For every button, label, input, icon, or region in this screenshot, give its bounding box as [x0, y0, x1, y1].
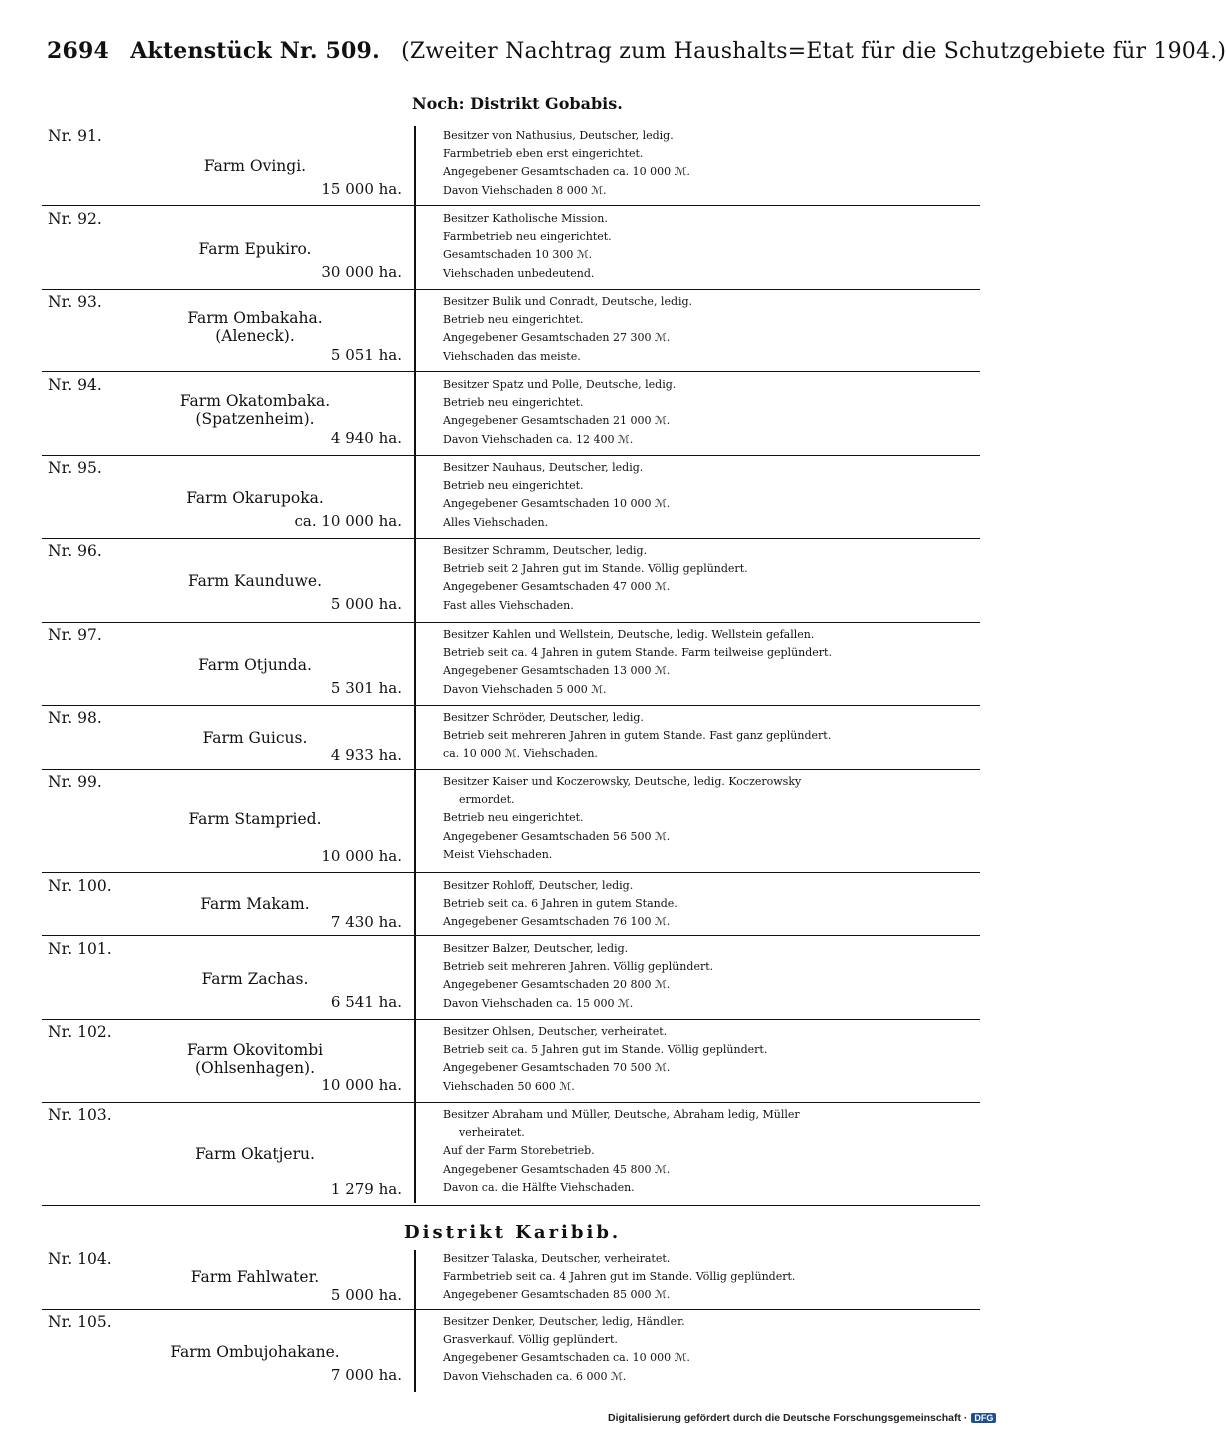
entry-number: Nr. 96.: [48, 542, 102, 560]
description-line: Gesamtschaden 10 300 ℳ.: [443, 248, 593, 262]
farm-area: 10 000 ha.: [321, 1076, 402, 1094]
farm-name: [110, 1343, 400, 1361]
farm-name: [110, 895, 400, 913]
page-header: [47, 38, 1226, 64]
description-line: Betrieb seit ca. 5 Jahren gut im Stande. Völlig geplündert.: [443, 1043, 768, 1057]
farm-area: 5 000 ha.: [330, 1286, 402, 1304]
entry-number: Nr. 91.: [48, 127, 102, 145]
document-number: Aktenstück Nr. 509.: [130, 38, 380, 64]
description-line: Besitzer Schramm, Deutscher, ledig.: [443, 544, 648, 557]
page-number: 2694: [47, 38, 110, 64]
description-line: Besitzer Ohlsen, Deutscher, verheiratet.: [443, 1025, 668, 1038]
farm-description: [443, 542, 988, 615]
description-line: Betrieb seit mehreren Jahren in gutem Stande. Fast ganz geplündert.: [443, 729, 832, 743]
description-line: Betrieb seit ca. 4 Jahren in gutem Stande. Farm teilweise geplündert.: [443, 646, 832, 660]
farm-area: ca. 10 000 ha.: [294, 512, 402, 530]
farm-name: [110, 1268, 400, 1286]
description-line: Auf der Farm Storebetrieb.: [443, 1144, 595, 1158]
description-line: Farmbetrieb eben erst eingerichtet.: [443, 147, 644, 161]
dfg-logo: DFG: [971, 1413, 996, 1423]
description-line: Angegebener Gesamtschaden 47 000 ℳ.: [443, 580, 671, 594]
entry-separator: [42, 1102, 980, 1103]
farm-name: [110, 392, 400, 428]
farm-name: [110, 656, 400, 674]
description-line: Angegebener Gesamtschaden 56 500 ℳ.: [443, 829, 671, 843]
description-line: Besitzer von Nathusius, Deutscher, ledig.: [443, 129, 674, 142]
entry-separator: [42, 622, 980, 623]
entry-separator: [42, 205, 980, 206]
description-line: Angegebener Gesamtschaden 10 000 ℳ.: [443, 497, 671, 511]
farm-name-line: Farm Okatombaka.: [179, 392, 331, 410]
entry-separator: [42, 1205, 980, 1206]
entry-number: Nr. 101.: [48, 940, 112, 958]
farm-name-line: Farm Makam.: [200, 895, 310, 913]
farm-area: 4 940 ha.: [330, 429, 402, 447]
farm-description: [443, 626, 988, 699]
farm-name: [110, 157, 400, 175]
description-line: Angegebener Gesamtschaden 85 000 ℳ.: [443, 1288, 671, 1302]
farm-area: 5 051 ha.: [330, 346, 402, 364]
column-divider: [414, 126, 416, 1203]
farm-description: [443, 459, 988, 532]
description-line: Viehschaden unbedeutend.: [443, 266, 595, 280]
description-line: Betrieb seit mehreren Jahren. Völlig geplündert.: [443, 960, 714, 974]
description-line: Besitzer Kaiser und Koczerowsky, Deutsche, ledig. Koczerowsky: [443, 775, 802, 788]
description-line: Betrieb neu eingerichtet.: [443, 811, 584, 825]
farm-name-line: Farm Okatjeru.: [195, 1145, 315, 1163]
farm-name-line: Farm Ovingi.: [203, 157, 307, 175]
entry-separator: [42, 935, 980, 936]
entry-number: Nr. 92.: [48, 210, 102, 228]
digitization-credit: [608, 1412, 996, 1424]
description-line: Angegebener Gesamtschaden 45 800 ℳ.: [443, 1162, 671, 1176]
document-title: (Zweiter Nachtrag zum Haushalts=Etat für die Schutzgebiete für 1904.): [401, 39, 1226, 64]
description-line: Angegebener Gesamtschaden 76 100 ℳ.: [443, 915, 671, 929]
farm-description: [443, 773, 988, 864]
description-line: Betrieb seit 2 Jahren gut im Stande. Völlig geplündert.: [443, 562, 748, 576]
description-line: Besitzer Spatz und Polle, Deutsche, ledig.: [443, 378, 677, 391]
farm-area: 5 301 ha.: [330, 679, 402, 697]
entry-separator: [42, 872, 980, 873]
farm-alt-name: (Ohlsenhagen).: [194, 1059, 316, 1077]
description-line: Betrieb seit ca. 6 Jahren in gutem Stande.: [443, 897, 678, 911]
farm-area: 4 933 ha.: [330, 746, 402, 764]
description-line: Viehschaden das meiste.: [443, 349, 581, 363]
farm-description: [443, 210, 988, 283]
farm-description: [443, 1106, 988, 1197]
farm-area: 6 541 ha.: [330, 993, 402, 1011]
description-line: Davon Viehschaden ca. 12 400 ℳ.: [443, 432, 634, 446]
entry-number: Nr. 100.: [48, 877, 112, 895]
entry-number: Nr. 97.: [48, 626, 102, 644]
farm-name: [110, 309, 400, 345]
description-line: Davon Viehschaden ca. 15 000 ℳ.: [443, 996, 634, 1010]
entry-number: Nr. 103.: [48, 1106, 112, 1124]
district-heading: Noch: Distrikt Gobabis.: [412, 94, 623, 113]
entry-number: Nr. 98.: [48, 709, 102, 727]
farm-alt-name: (Spatzenheim).: [195, 410, 315, 428]
farm-name-line: Farm Ombujohakane.: [170, 1343, 340, 1361]
farm-description: [443, 1250, 988, 1305]
description-line: Besitzer Bulik und Conradt, Deutsche, ledig.: [443, 295, 693, 308]
farm-area: 1 279 ha.: [330, 1180, 402, 1198]
description-line: Besitzer Kahlen und Wellstein, Deutsche, ledig. Wellstein gefallen.: [443, 628, 815, 641]
farm-area: 30 000 ha.: [321, 263, 402, 281]
description-line: Angegebener Gesamtschaden 20 800 ℳ.: [443, 978, 671, 992]
description-line: Davon Viehschaden ca. 6 000 ℳ.: [443, 1369, 627, 1383]
farm-name-line: Farm Stampried.: [188, 810, 322, 828]
farm-name: [110, 970, 400, 988]
description-line: Betrieb neu eingerichtet.: [443, 313, 584, 327]
description-line: Alles Viehschaden.: [443, 515, 549, 529]
entry-number: Nr. 99.: [48, 773, 102, 791]
description-line: Besitzer Rohloff, Deutscher, ledig.: [443, 879, 634, 892]
description-line: Besitzer Nauhaus, Deutscher, ledig.: [443, 461, 644, 474]
farm-name: [110, 1145, 400, 1163]
description-line: Besitzer Balzer, Deutscher, ledig.: [443, 942, 629, 955]
description-line: Davon ca. die Hälfte Viehschaden.: [443, 1180, 635, 1194]
description-line: Meist Viehschaden.: [443, 847, 553, 861]
description-line: Angegebener Gesamtschaden 21 000 ℳ.: [443, 414, 671, 428]
farm-description: [443, 1313, 988, 1386]
farm-area: 10 000 ha.: [321, 847, 402, 865]
description-line: Fast alles Viehschaden.: [443, 598, 574, 612]
farm-name: [110, 1041, 400, 1077]
description-line: Viehschaden 50 600 ℳ.: [443, 1079, 575, 1093]
farm-name: [110, 489, 400, 507]
farm-name-line: Farm Ombakaha.: [187, 309, 323, 327]
entry-separator: [42, 1019, 980, 1020]
description-line: Farmbetrieb seit ca. 4 Jahren gut im Stande. Völlig geplündert.: [443, 1270, 796, 1284]
column-divider: [414, 1250, 416, 1392]
entry-separator: [42, 289, 980, 290]
farm-description: [443, 293, 988, 366]
entry-separator: [42, 769, 980, 770]
farm-name-line: Farm Fahlwater.: [190, 1268, 320, 1286]
description-line: Angegebener Gesamtschaden 13 000 ℳ.: [443, 664, 671, 678]
farm-description: [443, 376, 988, 449]
farm-name: [110, 810, 400, 828]
description-line: Davon Viehschaden 5 000 ℳ.: [443, 682, 607, 696]
description-line: Grasverkauf. Völlig geplündert.: [443, 1333, 618, 1347]
farm-name-line: Farm Otjunda.: [198, 656, 312, 674]
description-line: Besitzer Schröder, Deutscher, ledig.: [443, 711, 644, 724]
entry-separator: [42, 705, 980, 706]
entry-separator: [42, 371, 980, 372]
entry-number: Nr. 93.: [48, 293, 102, 311]
entry-number: Nr. 102.: [48, 1023, 112, 1041]
farm-name: [110, 240, 400, 258]
farm-area: 5 000 ha.: [330, 595, 402, 613]
description-line: Besitzer Talaska, Deutscher, verheiratet.: [443, 1252, 671, 1265]
description-line: Davon Viehschaden 8 000 ℳ.: [443, 183, 607, 197]
farm-description: [443, 709, 988, 764]
description-line: Besitzer Katholische Mission.: [443, 212, 608, 225]
farm-description: [443, 1023, 988, 1096]
farm-alt-name: (Aleneck).: [215, 327, 295, 345]
farm-description: [443, 940, 988, 1013]
farm-description: [443, 127, 988, 200]
entry-number: Nr. 104.: [48, 1250, 112, 1268]
description-line: verheiratet.: [459, 1126, 525, 1140]
description-line: Betrieb neu eingerichtet.: [443, 396, 584, 410]
description-line: Angegebener Gesamtschaden ca. 10 000 ℳ.: [443, 165, 690, 179]
farm-name: [110, 572, 400, 590]
description-line: Besitzer Denker, Deutscher, ledig, Händler.: [443, 1315, 685, 1328]
description-line: Betrieb neu eingerichtet.: [443, 479, 584, 493]
district-heading-karibib: Distrikt Karibib.: [404, 1222, 622, 1243]
entry-number: Nr. 95.: [48, 459, 102, 477]
description-line: Farmbetrieb neu eingerichtet.: [443, 230, 612, 244]
farm-area: 15 000 ha.: [321, 180, 402, 198]
farm-name-line: Farm Kaunduwe.: [187, 572, 323, 590]
farm-name: [110, 729, 400, 747]
entry-number: Nr. 94.: [48, 376, 102, 394]
entry-separator: [42, 538, 980, 539]
farm-name-line: Farm Okovitombi: [186, 1041, 324, 1059]
entry-number: Nr. 105.: [48, 1313, 112, 1331]
farm-description: [443, 877, 988, 932]
description-line: ermordet.: [459, 793, 515, 807]
description-line: Angegebener Gesamtschaden ca. 10 000 ℳ.: [443, 1351, 690, 1365]
entry-separator: [42, 1309, 980, 1310]
description-line: ca. 10 000 ℳ. Viehschaden.: [443, 747, 598, 761]
description-line: Angegebener Gesamtschaden 70 500 ℳ.: [443, 1061, 671, 1075]
farm-area: 7 000 ha.: [330, 1366, 402, 1384]
credit-text: Digitalisierung gefördert durch die Deutsche Forschungsgemeinschaft ·: [608, 1412, 968, 1424]
entry-separator: [42, 455, 980, 456]
farm-name-line: Farm Epukiro.: [198, 240, 312, 258]
description-line: Besitzer Abraham und Müller, Deutsche, Abraham ledig, Müller: [443, 1108, 800, 1121]
farm-name-line: Farm Zachas.: [201, 970, 309, 988]
farm-name-line: Farm Guicus.: [202, 729, 308, 747]
farm-area: 7 430 ha.: [330, 913, 402, 931]
description-line: Angegebener Gesamtschaden 27 300 ℳ.: [443, 331, 671, 345]
farm-name-line: Farm Okarupoka.: [186, 489, 324, 507]
